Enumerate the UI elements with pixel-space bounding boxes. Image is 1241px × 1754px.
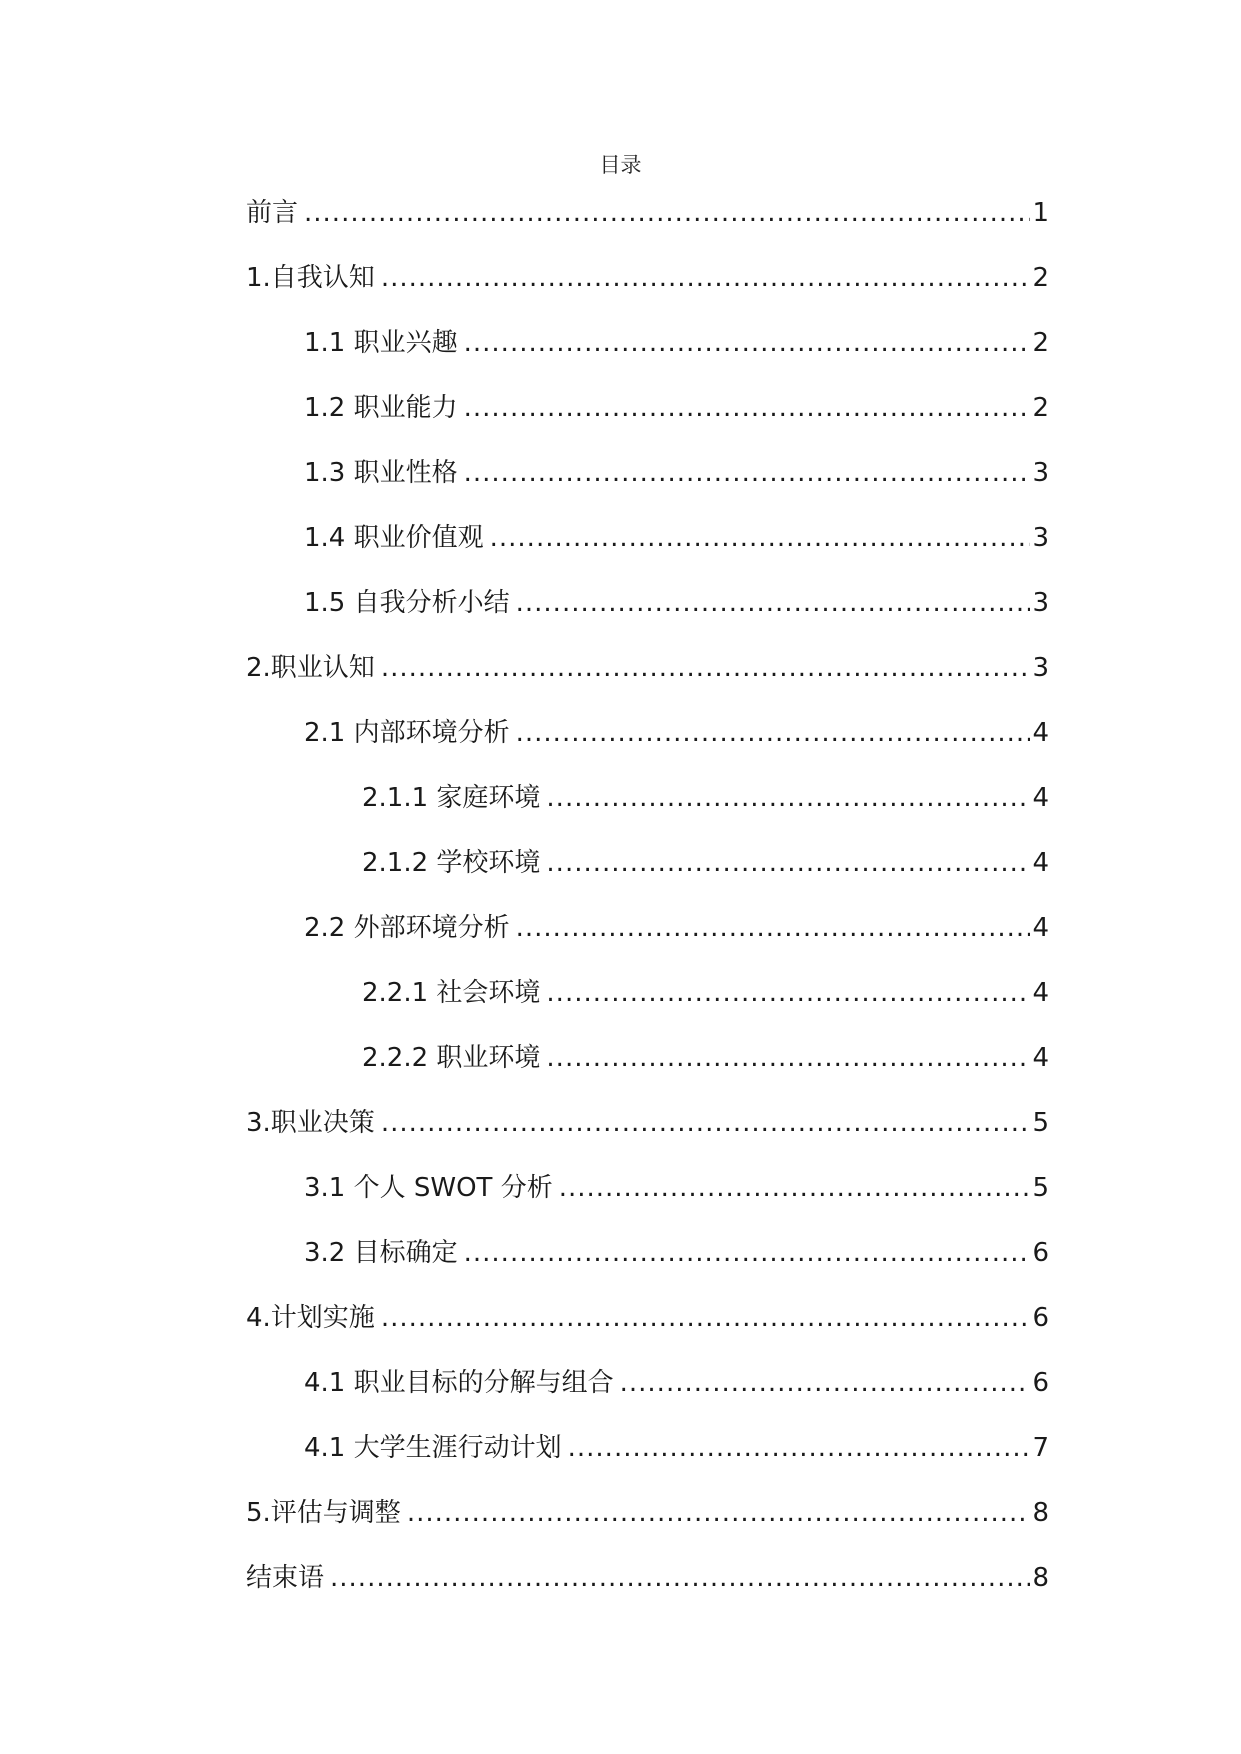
toc-entry[interactable]	[246, 1298, 1049, 1363]
dot-leader	[546, 843, 1030, 883]
dot-leader	[568, 1428, 1031, 1468]
dot-leader	[464, 323, 1031, 363]
toc-entry-label: 1.5 自我分析小结	[304, 588, 510, 618]
toc-entry-page-number: 8	[1032, 1498, 1049, 1528]
toc-entry[interactable]	[246, 1363, 1049, 1428]
toc-entry-label: 1.1 职业兴趣	[304, 328, 458, 358]
toc-entry[interactable]	[246, 713, 1049, 778]
dot-leader	[464, 1233, 1031, 1273]
toc-entry-label: 1.3 职业性格	[304, 458, 458, 488]
toc-entry-label: 3.2 目标确定	[304, 1238, 458, 1268]
toc-entry[interactable]	[246, 843, 1049, 908]
toc-list	[246, 193, 1049, 1623]
toc-entry[interactable]	[246, 323, 1049, 388]
dot-leader	[381, 1298, 1031, 1338]
toc-entry[interactable]	[246, 1558, 1049, 1623]
dot-leader	[330, 1558, 1030, 1598]
toc-entry[interactable]	[246, 258, 1049, 323]
dot-leader	[464, 453, 1031, 493]
toc-entry-label: 4.1 大学生涯行动计划	[304, 1433, 562, 1463]
toc-entry-label: 1.2 职业能力	[304, 393, 458, 423]
toc-entry[interactable]	[246, 1233, 1049, 1298]
dot-leader	[490, 518, 1031, 558]
toc-entry-label: 2.1 内部环境分析	[304, 718, 510, 748]
toc-entry-page-number: 2	[1032, 263, 1049, 293]
toc-entry[interactable]	[246, 1038, 1049, 1103]
toc-entry-label: 2.2.1 社会环境	[362, 978, 541, 1008]
toc-entry[interactable]	[246, 908, 1049, 973]
toc-entry-label: 结束语	[246, 1563, 325, 1593]
toc-entry[interactable]	[246, 1493, 1049, 1558]
toc-entry-page-number: 3	[1032, 523, 1049, 553]
toc-entry[interactable]	[246, 973, 1049, 1038]
dot-leader	[304, 193, 1030, 233]
dot-leader	[381, 648, 1031, 688]
toc-title: 目录	[599, 153, 642, 177]
toc-entry-page-number: 4	[1032, 913, 1049, 943]
toc-entry-page-number: 2	[1032, 393, 1049, 423]
dot-leader	[516, 908, 1031, 948]
toc-entry[interactable]	[246, 193, 1049, 258]
toc-entry-label: 4.1 职业目标的分解与组合	[304, 1368, 614, 1398]
toc-entry-label: 5.评估与调整	[246, 1498, 401, 1528]
dot-leader	[559, 1168, 1031, 1208]
dot-leader	[546, 973, 1030, 1013]
toc-entry-page-number: 5	[1032, 1108, 1049, 1138]
toc-entry-label: 2.1.2 学校环境	[362, 848, 541, 878]
toc-entry-page-number: 6	[1032, 1238, 1049, 1268]
toc-entry-label: 1.自我认知	[246, 263, 375, 293]
toc-entry[interactable]	[246, 453, 1049, 518]
toc-entry[interactable]	[246, 1103, 1049, 1168]
toc-entry-label: 2.职业认知	[246, 653, 375, 683]
toc-entry-label: 2.2.2 职业环境	[362, 1043, 541, 1073]
dot-leader	[516, 583, 1031, 623]
toc-entry-label: 3.1 个人 SWOT 分析	[304, 1173, 553, 1203]
toc-entry-page-number: 7	[1032, 1433, 1049, 1463]
toc-entry-label: 3.职业决策	[246, 1108, 375, 1138]
toc-entry-page-number: 5	[1032, 1173, 1049, 1203]
toc-entry-label: 1.4 职业价值观	[304, 523, 484, 553]
toc-entry-page-number: 4	[1032, 848, 1049, 878]
toc-entry-page-number: 3	[1032, 588, 1049, 618]
toc-entry-page-number: 6	[1032, 1303, 1049, 1333]
toc-entry-label: 2.2 外部环境分析	[304, 913, 510, 943]
dot-leader	[464, 388, 1031, 428]
toc-entry-page-number: 4	[1032, 1043, 1049, 1073]
toc-entry[interactable]	[246, 583, 1049, 648]
toc-entry-page-number: 4	[1032, 718, 1049, 748]
toc-entry[interactable]	[246, 1168, 1049, 1233]
toc-entry-page-number: 6	[1032, 1368, 1049, 1398]
toc-entry-page-number: 8	[1032, 1563, 1049, 1593]
toc-entry-page-number: 2	[1032, 328, 1049, 358]
toc-entry[interactable]	[246, 648, 1049, 713]
dot-leader	[546, 778, 1030, 818]
toc-entry-page-number: 4	[1032, 978, 1049, 1008]
dot-leader	[381, 1103, 1031, 1143]
toc-entry[interactable]	[246, 518, 1049, 583]
toc-entry[interactable]	[246, 388, 1049, 453]
toc-entry-label: 前言	[246, 198, 299, 228]
toc-entry-page-number: 3	[1032, 458, 1049, 488]
toc-entry[interactable]	[246, 1428, 1049, 1493]
dot-leader	[407, 1493, 1031, 1533]
toc-entry-label: 4.计划实施	[246, 1303, 375, 1333]
dot-leader	[546, 1038, 1030, 1078]
dot-leader	[620, 1363, 1031, 1403]
toc-entry-page-number: 3	[1032, 653, 1049, 683]
toc-entry-page-number: 1	[1032, 198, 1049, 228]
dot-leader	[516, 713, 1031, 753]
dot-leader	[381, 258, 1031, 298]
toc-entry-label: 2.1.1 家庭环境	[362, 783, 541, 813]
toc-entry-page-number: 4	[1032, 783, 1049, 813]
toc-entry[interactable]	[246, 778, 1049, 843]
